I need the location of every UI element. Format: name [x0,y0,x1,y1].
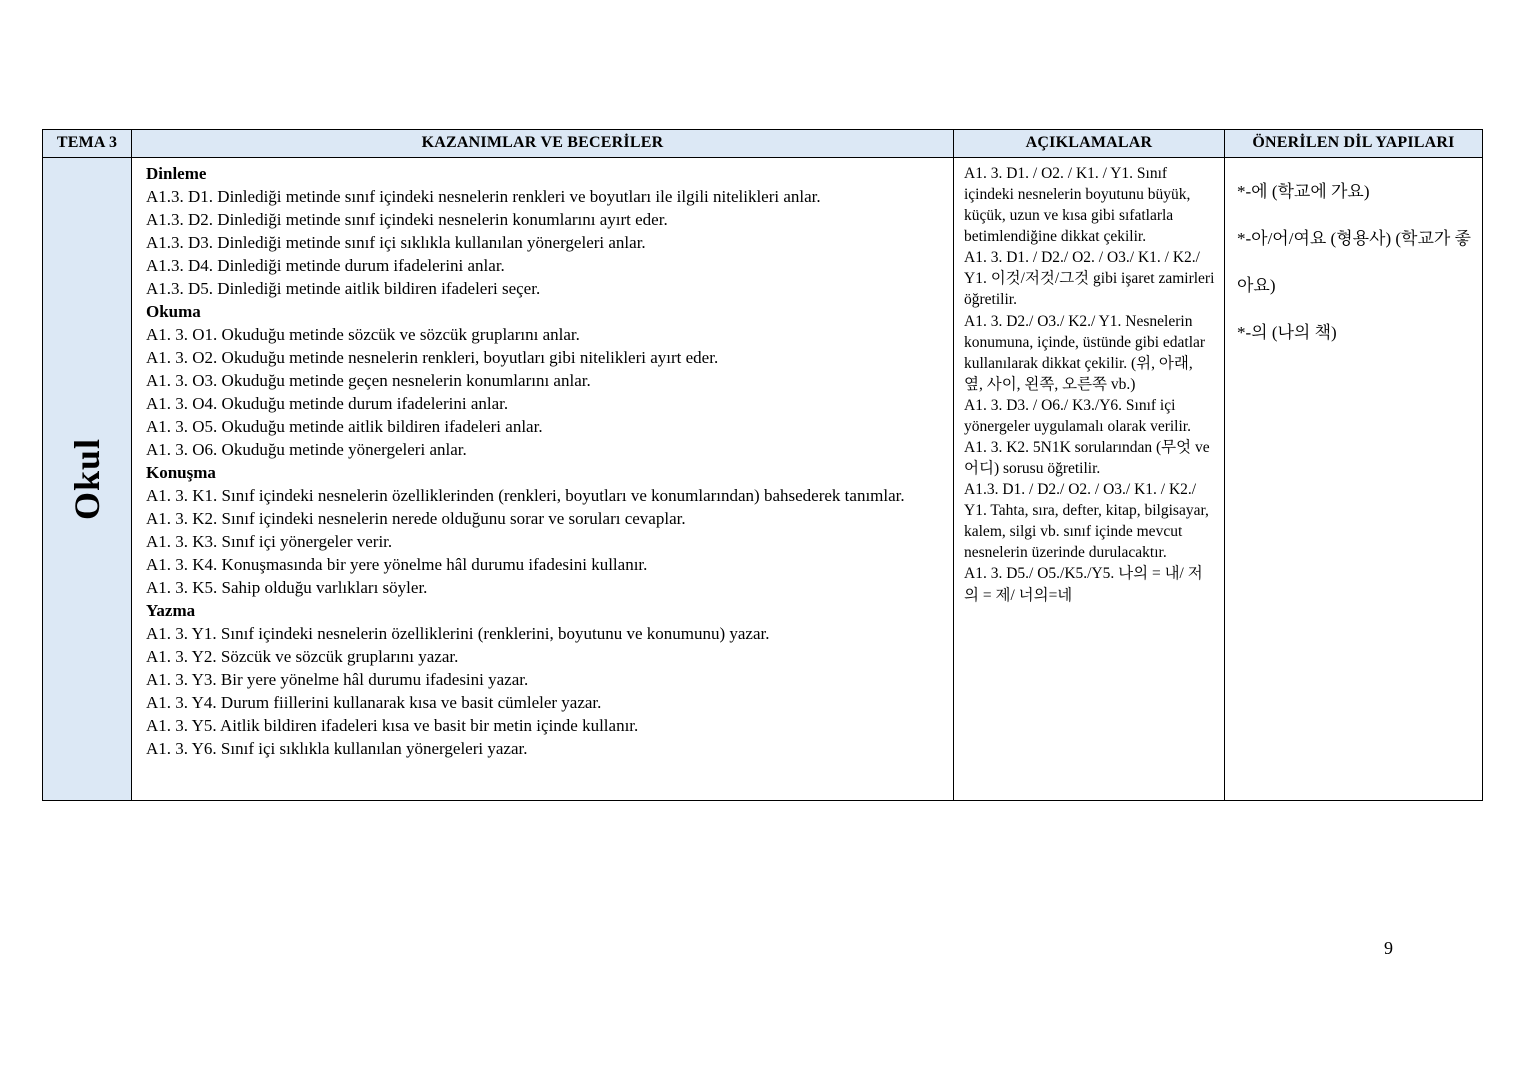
table-header-row [43,130,1483,158]
kazanim-item: A1. 3. O3. Okuduğu metinde geçen nesnelerin konumlarını anlar. [146,371,591,390]
kazanim-section-heading: Yazma [146,601,196,620]
dil-yapisi-item: *-에 (학교에 가요) [1237,182,1370,201]
page-number: 9 [1384,938,1393,958]
aciklama-item: A1. 3. D3. / O6./ K3./Y6. Sınıf içi yönergeler uygulamalı olarak verilir. [964,396,1191,435]
dil-yapisi-item: *-의 (나의 책) [1237,323,1337,342]
kazanim-section-heading: Dinleme [146,164,207,183]
aciklama-item: A1. 3. K2. 5N1K sorularından (무엇 ve 어디) sorusu öğretilir. [964,439,1210,478]
kazanim-item: A1. 3. O2. Okuduğu metinde nesnelerin renkleri, boyutları gibi nitelikleri ayırt eder. [146,348,719,367]
theme-label: Okul [66,437,107,521]
table-body-row [43,158,1483,801]
kazanim-section [146,599,943,760]
kazanim-section-heading: Okuma [146,302,201,321]
kazanim-item: A1. 3. O5. Okuduğu metinde aitlik bildiren ifadeleri anlar. [146,417,543,436]
aciklama-item: A1. 3. D1. / D2./ O2. / O3./ K1. / K2./ Y1. 이것/저것/그것 gibi işaret zamirleri öğretilir. [964,249,1215,309]
kazanim-item: A1. 3. O4. Okuduğu metinde durum ifadelerini anlar. [146,394,509,413]
kazanim-item: A1.3. D3. Dinlediği metinde sınıf içi sıklıkla kullanılan yönergeleri anlar. [146,233,646,252]
theme-cell [43,158,132,801]
aciklamalar-cell [954,158,1225,801]
kazanim-section [146,300,943,461]
kazanim-item: A1.3. D2. Dinlediği metinde sınıf içindeki nesnelerin konumlarını ayırt eder. [146,210,668,229]
kazanim-section [146,162,943,300]
header-kazanimlar: KAZANIMLAR VE BECERİLER [132,130,954,158]
kazanim-item: A1. 3. O6. Okuduğu metinde yönergeleri anlar. [146,440,467,459]
kazanim-item: A1. 3. Y4. Durum fiillerini kullanarak kısa ve basit cümleler yazar. [146,693,602,712]
kazanim-item: A1. 3. Y2. Sözcük ve sözcük gruplarını yazar. [146,647,459,666]
kazanim-item: A1. 3. O1. Okuduğu metinde sözcük ve sözcük gruplarını anlar. [146,325,580,344]
aciklama-item: A1. 3. D2./ O3./ K2./ Y1. Nesnelerin konumuna, içinde, üstünde gibi edatlar kullanılarak dikkat çekilir. (위, 아래, 옆, 사이, 왼쪽, 오른쪽 vb.) [964,312,1206,393]
kazanim-item: A1. 3. K3. Sınıf içi yönergeler verir. [146,532,393,551]
kazanim-item: A1. 3. Y6. Sınıf içi sıklıkla kullanılan yönergeleri yazar. [146,739,528,758]
kazanim-item: A1. 3. Y3. Bir yere yönelme hâl durumu ifadesini yazar. [146,670,529,689]
kazanim-item: A1.3. D4. Dinlediği metinde durum ifadelerini anlar. [146,256,505,275]
kazanim-item: A1. 3. K4. Konuşmasında bir yere yönelme hâl durumu ifadesini kullanır. [146,555,648,574]
kazanim-item-list [146,622,943,760]
kazanim-item: A1. 3. Y5. Aitlik bildiren ifadeleri kısa ve basit bir metin içinde kullanır. [146,716,639,735]
aciklama-item: A1. 3. D1. / O2. / K1. / Y1. Sınıf içindeki nesnelerin boyutunu büyük, küçük, uzun ve kısa gibi sıfatlarla betimlendiğine dikkat çekilir. [964,165,1191,246]
header-dil-yapilari: ÖNERİLEN DİL YAPILARI [1225,130,1483,158]
kazanim-section [146,461,943,599]
dil-yapilari-cell [1225,158,1483,801]
aciklama-item: A1.3. D1. / D2./ O2. / O3./ K1. / K2./ Y1. Tahta, sıra, defter, kitap, bilgisayar, kalem, silgi vb. sınıf içinde mevcut nesnelerin üzerinde durulacaktır. [964,481,1209,562]
header-tema: TEMA 3 [43,130,132,158]
kazanim-item: A1. 3. K1. Sınıf içindeki nesnelerin özelliklerinden (renkleri, boyutları ve konumlarından) bahsederek tanımlar. [146,486,905,505]
header-aciklamalar: AÇIKLAMALAR [954,130,1225,158]
aciklama-item: A1. 3. D5./ O5./K5./Y5. 나의 = 내/ 저의 = 제/ 너의=네 [964,565,1203,604]
kazanim-item: A1. 3. K5. Sahip olduğu varlıkları söyler. [146,578,428,597]
kazanim-item: A1. 3. Y1. Sınıf içindeki nesnelerin özelliklerini (renklerini, boyutunu ve konumunu) yazar. [146,624,770,643]
kazanim-item: A1.3. D5. Dinlediği metinde aitlik bildiren ifadeleri seçer. [146,279,541,298]
curriculum-table [42,129,1483,801]
kazanim-item: A1. 3. K2. Sınıf içindeki nesnelerin nerede olduğunu sorar ve soruları cevaplar. [146,509,686,528]
kazanim-section-heading: Konuşma [146,463,216,482]
kazanimlar-cell [132,158,954,801]
kazanim-item: A1.3. D1. Dinlediği metinde sınıf içindeki nesnelerin renkleri ve boyutları ile ilgili nitelikleri anlar. [146,187,821,206]
kazanim-item-list [146,185,943,300]
kazanim-item-list [146,323,943,461]
kazanim-item-list [146,484,943,599]
dil-yapisi-item: *-아/어/여요 (형용사) (학교가 좋아요) [1237,229,1471,295]
